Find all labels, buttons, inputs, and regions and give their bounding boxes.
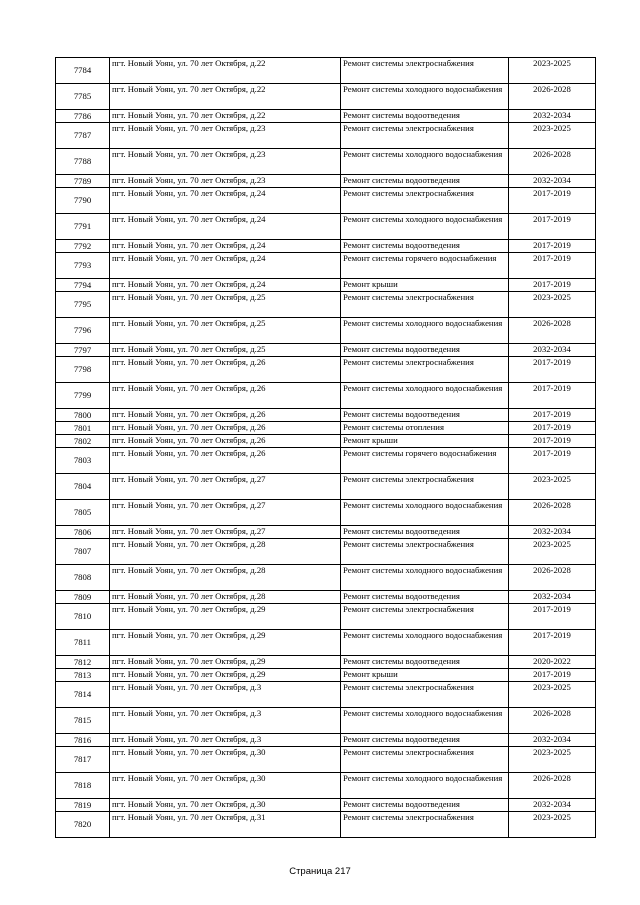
work-type-cell: Ремонт системы водоотведения [341, 175, 509, 188]
row-number-cell: 7789 [56, 175, 110, 188]
address-cell: пгт. Новый Уоян, ул. 70 лет Октября, д.26 [110, 409, 341, 422]
row-number-cell: 7802 [56, 435, 110, 448]
period-cell: 2017-2019 [509, 214, 596, 240]
address-cell: пгт. Новый Уоян, ул. 70 лет Октября, д.26 [110, 357, 341, 383]
work-type-cell: Ремонт системы электроснабжения [341, 682, 509, 708]
row-number-cell: 7808 [56, 565, 110, 591]
table-row [56, 188, 596, 214]
row-number-cell: 7784 [56, 58, 110, 84]
table-row [56, 630, 596, 656]
period-cell: 2017-2019 [509, 448, 596, 474]
period-cell: 2017-2019 [509, 630, 596, 656]
row-number-cell: 7813 [56, 669, 110, 682]
work-type-cell: Ремонт системы холодного водоснабжения [341, 773, 509, 799]
address-cell: пгт. Новый Уоян, ул. 70 лет Октября, д.27 [110, 526, 341, 539]
table-row [56, 526, 596, 539]
work-type-cell: Ремонт системы водоотведения [341, 240, 509, 253]
address-cell: пгт. Новый Уоян, ул. 70 лет Октября, д.23 [110, 149, 341, 175]
table-row [56, 747, 596, 773]
page-number: Страница 217 [289, 866, 351, 877]
work-type-cell: Ремонт системы водоотведения [341, 344, 509, 357]
period-cell: 2023-2025 [509, 812, 596, 838]
row-number-cell: 7814 [56, 682, 110, 708]
row-number-cell: 7786 [56, 110, 110, 123]
address-cell: пгт. Новый Уоян, ул. 70 лет Октября, д.29 [110, 604, 341, 630]
work-type-cell: Ремонт системы водоотведения [341, 799, 509, 812]
period-cell: 2017-2019 [509, 279, 596, 292]
table-row [56, 175, 596, 188]
row-number-cell: 7816 [56, 734, 110, 747]
address-cell: пгт. Новый Уоян, ул. 70 лет Октября, д.29 [110, 656, 341, 669]
address-cell: пгт. Новый Уоян, ул. 70 лет Октября, д.24 [110, 188, 341, 214]
work-type-cell: Ремонт крыши [341, 279, 509, 292]
address-cell: пгт. Новый Уоян, ул. 70 лет Октября, д.28 [110, 539, 341, 565]
work-type-cell: Ремонт системы холодного водоснабжения [341, 149, 509, 175]
address-cell: пгт. Новый Уоян, ул. 70 лет Октября, д.25 [110, 292, 341, 318]
work-type-cell: Ремонт системы отопления [341, 422, 509, 435]
address-cell: пгт. Новый Уоян, ул. 70 лет Октября, д.24 [110, 253, 341, 279]
period-cell: 2026-2028 [509, 708, 596, 734]
period-cell: 2023-2025 [509, 539, 596, 565]
period-cell: 2026-2028 [509, 500, 596, 526]
row-number-cell: 7798 [56, 357, 110, 383]
period-cell: 2017-2019 [509, 383, 596, 409]
row-number-cell: 7819 [56, 799, 110, 812]
row-number-cell: 7792 [56, 240, 110, 253]
row-number-cell: 7812 [56, 656, 110, 669]
row-number-cell: 7809 [56, 591, 110, 604]
period-cell: 2023-2025 [509, 682, 596, 708]
work-type-cell: Ремонт системы горячего водоснабжения [341, 253, 509, 279]
address-cell: пгт. Новый Уоян, ул. 70 лет Октября, д.26 [110, 383, 341, 409]
row-number-cell: 7795 [56, 292, 110, 318]
row-number-cell: 7817 [56, 747, 110, 773]
table-row [56, 539, 596, 565]
period-cell: 2026-2028 [509, 318, 596, 344]
address-cell: пгт. Новый Уоян, ул. 70 лет Октября, д.23 [110, 123, 341, 149]
period-cell: 2017-2019 [509, 188, 596, 214]
work-type-cell: Ремонт системы электроснабжения [341, 539, 509, 565]
period-cell: 2023-2025 [509, 58, 596, 84]
row-number-cell: 7794 [56, 279, 110, 292]
work-type-cell: Ремонт системы электроснабжения [341, 357, 509, 383]
table-row [56, 591, 596, 604]
period-cell: 2026-2028 [509, 149, 596, 175]
table-row [56, 604, 596, 630]
period-cell: 2032-2034 [509, 526, 596, 539]
period-cell: 2017-2019 [509, 357, 596, 383]
period-cell: 2023-2025 [509, 747, 596, 773]
work-type-cell: Ремонт системы электроснабжения [341, 474, 509, 500]
table-row [56, 84, 596, 110]
table-row [56, 773, 596, 799]
period-cell: 2032-2034 [509, 110, 596, 123]
row-number-cell: 7801 [56, 422, 110, 435]
address-cell: пгт. Новый Уоян, ул. 70 лет Октября, д.30 [110, 747, 341, 773]
row-number-cell: 7803 [56, 448, 110, 474]
address-cell: пгт. Новый Уоян, ул. 70 лет Октября, д.22 [110, 110, 341, 123]
work-type-cell: Ремонт системы холодного водоснабжения [341, 708, 509, 734]
period-cell: 2017-2019 [509, 604, 596, 630]
table-row [56, 812, 596, 838]
period-cell: 2017-2019 [509, 253, 596, 279]
address-cell: пгт. Новый Уоян, ул. 70 лет Октября, д.26 [110, 448, 341, 474]
period-cell: 2023-2025 [509, 292, 596, 318]
address-cell: пгт. Новый Уоян, ул. 70 лет Октября, д.29 [110, 630, 341, 656]
table-row [56, 500, 596, 526]
table-row [56, 110, 596, 123]
table-row [56, 357, 596, 383]
work-type-cell: Ремонт системы горячего водоснабжения [341, 448, 509, 474]
work-type-cell: Ремонт системы холодного водоснабжения [341, 383, 509, 409]
table-row [56, 474, 596, 500]
period-cell: 2017-2019 [509, 669, 596, 682]
address-cell: пгт. Новый Уоян, ул. 70 лет Октября, д.29 [110, 669, 341, 682]
work-type-cell: Ремонт системы холодного водоснабжения [341, 84, 509, 110]
row-number-cell: 7805 [56, 500, 110, 526]
address-cell: пгт. Новый Уоян, ул. 70 лет Октября, д.26 [110, 435, 341, 448]
row-number-cell: 7807 [56, 539, 110, 565]
table-row [56, 448, 596, 474]
row-number-cell: 7790 [56, 188, 110, 214]
table-row [56, 383, 596, 409]
row-number-cell: 7806 [56, 526, 110, 539]
row-number-cell: 7815 [56, 708, 110, 734]
work-type-cell: Ремонт системы холодного водоснабжения [341, 565, 509, 591]
period-cell: 2017-2019 [509, 409, 596, 422]
period-cell: 2032-2034 [509, 734, 596, 747]
table-row [56, 708, 596, 734]
row-number-cell: 7793 [56, 253, 110, 279]
table-row [56, 253, 596, 279]
period-cell: 2026-2028 [509, 565, 596, 591]
address-cell: пгт. Новый Уоян, ул. 70 лет Октября, д.24 [110, 279, 341, 292]
work-type-cell: Ремонт системы холодного водоснабжения [341, 214, 509, 240]
period-cell: 2017-2019 [509, 422, 596, 435]
period-cell: 2032-2034 [509, 344, 596, 357]
work-type-cell: Ремонт системы водоотведения [341, 656, 509, 669]
address-cell: пгт. Новый Уоян, ул. 70 лет Октября, д.3 [110, 734, 341, 747]
table-row [56, 799, 596, 812]
address-cell: пгт. Новый Уоян, ул. 70 лет Октября, д.22 [110, 58, 341, 84]
work-type-cell: Ремонт системы холодного водоснабжения [341, 500, 509, 526]
table-row [56, 669, 596, 682]
period-cell: 2020-2022 [509, 656, 596, 669]
address-cell: пгт. Новый Уоян, ул. 70 лет Октября, д.24 [110, 214, 341, 240]
work-type-cell: Ремонт системы холодного водоснабжения [341, 630, 509, 656]
address-cell: пгт. Новый Уоян, ул. 70 лет Октября, д.30 [110, 773, 341, 799]
row-number-cell: 7785 [56, 84, 110, 110]
period-cell: 2026-2028 [509, 773, 596, 799]
address-cell: пгт. Новый Уоян, ул. 70 лет Октября, д.27 [110, 474, 341, 500]
address-cell: пгт. Новый Уоян, ул. 70 лет Октября, д.28 [110, 565, 341, 591]
table-row [56, 279, 596, 292]
work-type-cell: Ремонт крыши [341, 669, 509, 682]
address-cell: пгт. Новый Уоян, ул. 70 лет Октября, д.22 [110, 84, 341, 110]
address-cell: пгт. Новый Уоян, ул. 70 лет Октября, д.27 [110, 500, 341, 526]
row-number-cell: 7818 [56, 773, 110, 799]
work-type-cell: Ремонт системы электроснабжения [341, 604, 509, 630]
table-row [56, 435, 596, 448]
work-type-cell: Ремонт системы электроснабжения [341, 188, 509, 214]
table-row [56, 344, 596, 357]
row-number-cell: 7810 [56, 604, 110, 630]
table-row [56, 149, 596, 175]
work-type-cell: Ремонт системы электроснабжения [341, 292, 509, 318]
period-cell: 2023-2025 [509, 474, 596, 500]
work-type-cell: Ремонт системы электроснабжения [341, 58, 509, 84]
work-type-cell: Ремонт крыши [341, 435, 509, 448]
address-cell: пгт. Новый Уоян, ул. 70 лет Октября, д.31 [110, 812, 341, 838]
work-type-cell: Ремонт системы водоотведения [341, 526, 509, 539]
work-type-cell: Ремонт системы водоотведения [341, 409, 509, 422]
address-cell: пгт. Новый Уоян, ул. 70 лет Октября, д.30 [110, 799, 341, 812]
period-cell: 2023-2025 [509, 123, 596, 149]
table-row [56, 656, 596, 669]
table-row [56, 422, 596, 435]
table-row [56, 240, 596, 253]
period-cell: 2032-2034 [509, 799, 596, 812]
address-cell: пгт. Новый Уоян, ул. 70 лет Октября, д.25 [110, 318, 341, 344]
work-type-cell: Ремонт системы холодного водоснабжения [341, 318, 509, 344]
work-type-cell: Ремонт системы электроснабжения [341, 812, 509, 838]
period-cell: 2026-2028 [509, 84, 596, 110]
row-number-cell: 7800 [56, 409, 110, 422]
period-cell: 2032-2034 [509, 175, 596, 188]
address-cell: пгт. Новый Уоян, ул. 70 лет Октября, д.3 [110, 682, 341, 708]
row-number-cell: 7799 [56, 383, 110, 409]
period-cell: 2017-2019 [509, 240, 596, 253]
row-number-cell: 7788 [56, 149, 110, 175]
table-row [56, 318, 596, 344]
row-number-cell: 7804 [56, 474, 110, 500]
table-row [56, 292, 596, 318]
work-type-cell: Ремонт системы электроснабжения [341, 747, 509, 773]
table-row [56, 123, 596, 149]
address-cell: пгт. Новый Уоян, ул. 70 лет Октября, д.23 [110, 175, 341, 188]
work-type-cell: Ремонт системы водоотведения [341, 110, 509, 123]
table-row [56, 682, 596, 708]
program-table [55, 57, 596, 838]
work-type-cell: Ремонт системы электроснабжения [341, 123, 509, 149]
address-cell: пгт. Новый Уоян, ул. 70 лет Октября, д.3 [110, 708, 341, 734]
work-type-cell: Ремонт системы водоотведения [341, 734, 509, 747]
work-type-cell: Ремонт системы водоотведения [341, 591, 509, 604]
period-cell: 2017-2019 [509, 435, 596, 448]
address-cell: пгт. Новый Уоян, ул. 70 лет Октября, д.26 [110, 422, 341, 435]
address-cell: пгт. Новый Уоян, ул. 70 лет Октября, д.28 [110, 591, 341, 604]
address-cell: пгт. Новый Уоян, ул. 70 лет Октября, д.25 [110, 344, 341, 357]
table-row [56, 565, 596, 591]
program-table-body [56, 58, 596, 838]
row-number-cell: 7787 [56, 123, 110, 149]
table-row [56, 214, 596, 240]
row-number-cell: 7820 [56, 812, 110, 838]
table-row [56, 58, 596, 84]
period-cell: 2032-2034 [509, 591, 596, 604]
address-cell: пгт. Новый Уоян, ул. 70 лет Октября, д.24 [110, 240, 341, 253]
table-row [56, 734, 596, 747]
table-row [56, 409, 596, 422]
row-number-cell: 7796 [56, 318, 110, 344]
row-number-cell: 7797 [56, 344, 110, 357]
row-number-cell: 7811 [56, 630, 110, 656]
row-number-cell: 7791 [56, 214, 110, 240]
